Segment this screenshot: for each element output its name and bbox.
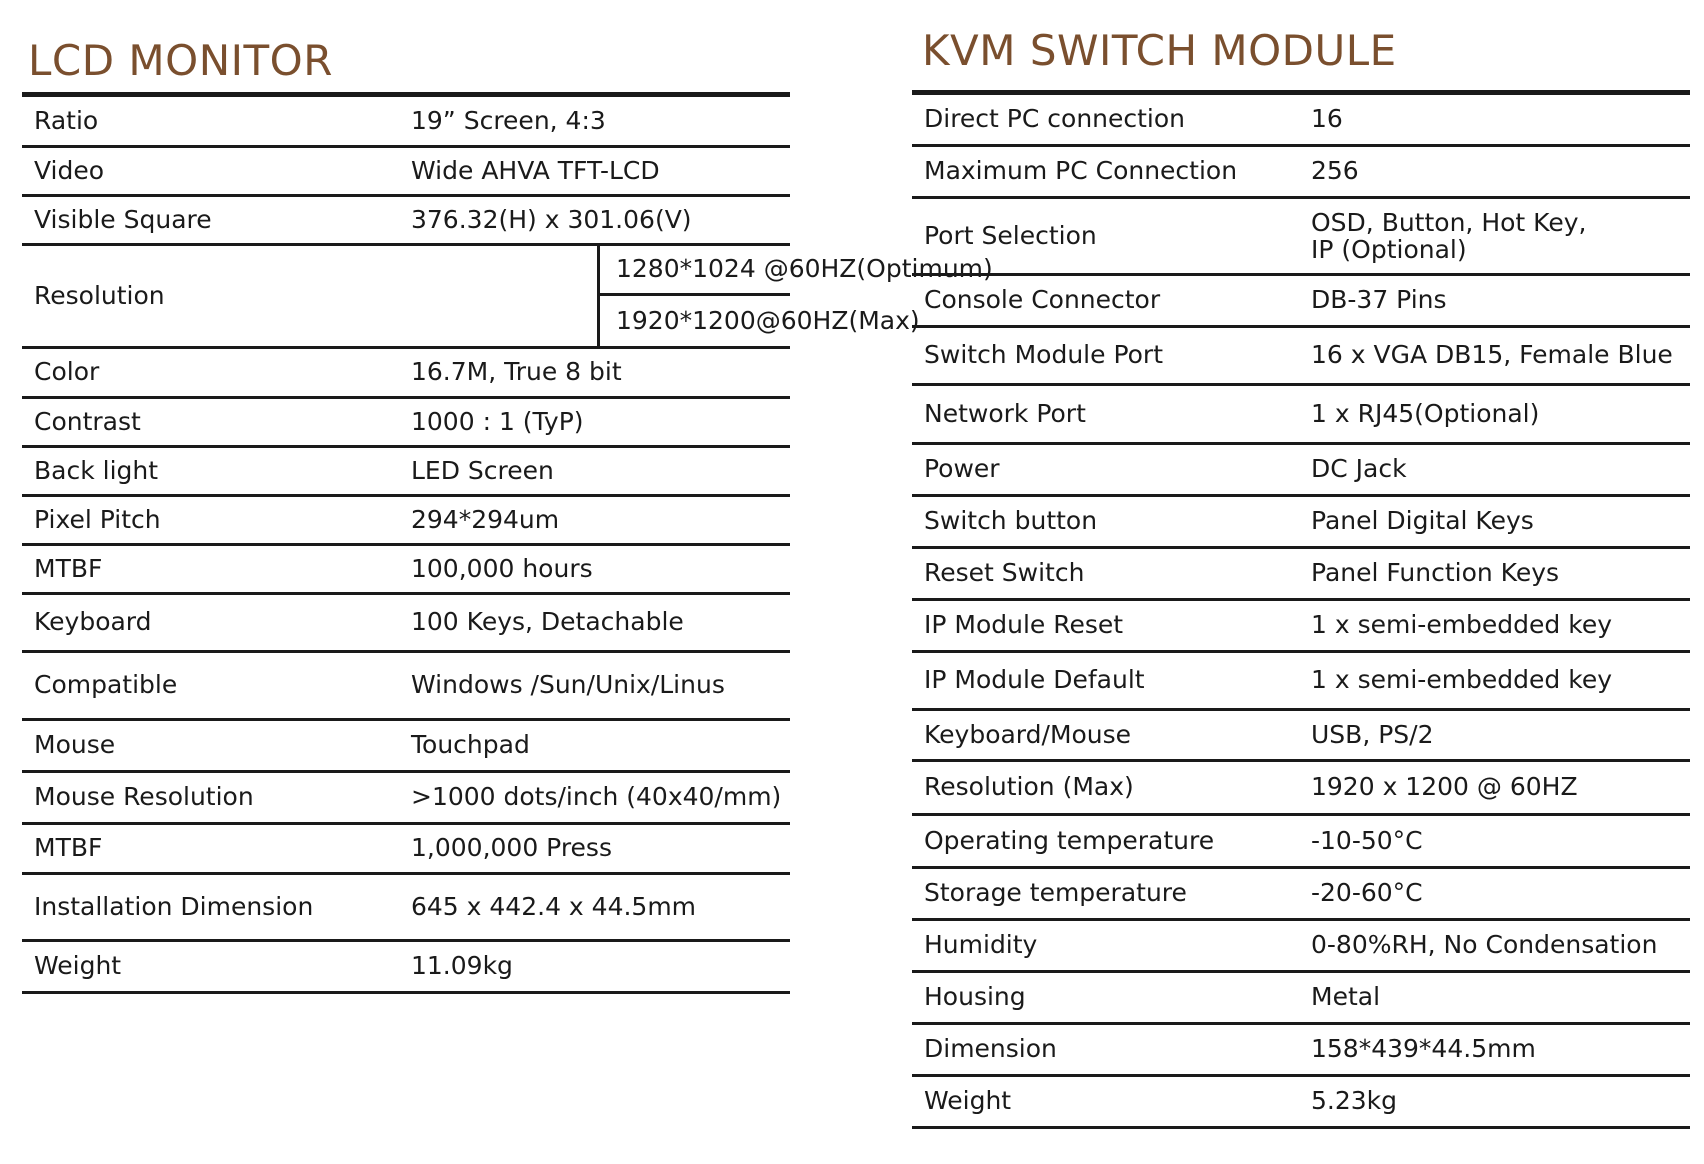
spec-value: 1 x semi-embedded key [1307, 651, 1690, 709]
spec-value: Windows /Sun/Unix/Linus [407, 651, 790, 719]
spec-label: Power [912, 443, 1307, 495]
kvm-spec-table [912, 95, 1690, 1129]
spec-row-video [22, 146, 790, 195]
spec-row-switch-button [912, 495, 1690, 547]
spec-row-power [912, 443, 1690, 495]
kvm-switch-module-title: KVM SWITCH MODULE [922, 26, 1397, 75]
spec-value: DB-37 Pins [1307, 274, 1690, 326]
spec-row-operating-temperature [912, 814, 1690, 867]
spec-value: 100,000 hours [407, 544, 790, 593]
spec-value: 0-80%RH, No Condensation [1307, 919, 1690, 971]
spec-value: DC Jack [1307, 443, 1690, 495]
spec-value: 1000 : 1 (TyP) [407, 397, 790, 446]
spec-row-housing [912, 971, 1690, 1023]
spec-row-mouse [22, 719, 790, 771]
spec-value: Panel Function Keys [1307, 547, 1690, 599]
spec-label: Operating temperature [912, 814, 1307, 867]
spec-label: Resolution (Max) [912, 760, 1307, 814]
lcd-monitor-title: LCD MONITOR [28, 36, 333, 85]
kvm-switch-module-section [912, 20, 1690, 1129]
spec-label: Visible Square [22, 195, 407, 244]
resolution-value-max: 1920*1200@60HZ(Max) [599, 294, 791, 347]
spec-value: Metal [1307, 971, 1690, 1023]
spec-row-weight [22, 940, 790, 992]
spec-label: Color [22, 347, 407, 397]
spec-value: 16.7M, True 8 bit [407, 347, 790, 397]
spec-label: Pixel Pitch [22, 495, 407, 544]
spec-value: Panel Digital Keys [1307, 495, 1690, 547]
spec-row-direct-pc-connection [912, 95, 1690, 145]
spec-value: 100 Keys, Detachable [407, 593, 790, 651]
spec-value: 256 [1307, 145, 1690, 197]
spec-label: Maximum PC Connection [912, 145, 1307, 197]
spec-row-mouse-resolution [22, 771, 790, 823]
spec-row-ip-module-default [912, 651, 1690, 709]
port-selection-line-2: IP (Optional) [1311, 234, 1467, 264]
spec-label: Contrast [22, 397, 407, 446]
spec-row-compatible [22, 651, 790, 719]
spec-value: 294*294um [407, 495, 790, 544]
spec-label: Mouse [22, 719, 407, 771]
spec-row-network-port [912, 384, 1690, 443]
resolution-divider [407, 244, 599, 347]
resolution-value-optimum: 1280*1024 @60HZ(Optimum) [599, 244, 791, 294]
spec-row-keyboard-mouse [912, 709, 1690, 760]
spec-value: Touchpad [407, 719, 790, 771]
spec-row-humidity [912, 919, 1690, 971]
spec-label: Housing [912, 971, 1307, 1023]
spec-row-keyboard [22, 593, 790, 651]
spec-row-mtbf [22, 544, 790, 593]
spec-row-ip-module-reset [912, 599, 1690, 651]
spec-value: 645 x 442.4 x 44.5mm [407, 873, 790, 940]
spec-value: -20-60°C [1307, 867, 1690, 919]
spec-label: Dimension [912, 1023, 1307, 1075]
spec-label: Back light [22, 446, 407, 495]
spec-label: Weight [912, 1075, 1307, 1127]
spec-label: Switch button [912, 495, 1307, 547]
spec-value: 11.09kg [407, 940, 790, 992]
spec-label: Keyboard [22, 593, 407, 651]
spec-label: IP Module Reset [912, 599, 1307, 651]
spec-row-dimension [912, 1023, 1690, 1075]
spec-row-reset-switch [912, 547, 1690, 599]
spec-value: 1,000,000 Press [407, 823, 790, 873]
spec-row-weight [912, 1075, 1690, 1127]
spec-label: MTBF [22, 823, 407, 873]
spec-label: Ratio [22, 97, 407, 146]
spec-value: -10-50°C [1307, 814, 1690, 867]
spec-row-color [22, 347, 790, 397]
spec-value [1307, 197, 1690, 274]
spec-label: Port Selection [912, 197, 1307, 274]
spec-row-pixel-pitch [22, 495, 790, 544]
spec-value: USB, PS/2 [1307, 709, 1690, 760]
spec-value: 19” Screen, 4:3 [407, 97, 790, 146]
spec-value: 16 x VGA DB15, Female Blue [1307, 326, 1690, 384]
spec-value: 158*439*44.5mm [1307, 1023, 1690, 1075]
spec-row-mtbf-press [22, 823, 790, 873]
spec-value: >1000 dots/inch (40x40/mm) [407, 771, 790, 823]
spec-value: 1 x semi-embedded key [1307, 599, 1690, 651]
spec-label: Resolution [22, 244, 407, 347]
spec-value: 16 [1307, 95, 1690, 145]
spec-row-contrast [22, 397, 790, 446]
spec-row-maximum-pc-connection [912, 145, 1690, 197]
spec-label: MTBF [22, 544, 407, 593]
spec-row-ratio [22, 97, 790, 146]
port-selection-line-1: OSD, Button, Hot Key, [1311, 207, 1587, 237]
spec-label: Switch Module Port [912, 326, 1307, 384]
spec-label: Installation Dimension [22, 873, 407, 940]
spec-row-storage-temperature [912, 867, 1690, 919]
spec-label: Network Port [912, 384, 1307, 443]
spec-label: Humidity [912, 919, 1307, 971]
spec-label: Mouse Resolution [22, 771, 407, 823]
spec-label: Compatible [22, 651, 407, 719]
spec-label: Storage temperature [912, 867, 1307, 919]
spec-value: 1 x RJ45(Optional) [1307, 384, 1690, 443]
spec-row-resolution-max [912, 760, 1690, 814]
spec-label: Weight [22, 940, 407, 992]
spec-label: Reset Switch [912, 547, 1307, 599]
spec-value: 1920 x 1200 @ 60HZ [1307, 760, 1690, 814]
spec-row-visible-square [22, 195, 790, 244]
spec-value: Wide AHVA TFT-LCD [407, 146, 790, 195]
spec-label: Keyboard/Mouse [912, 709, 1307, 760]
spec-row-port-selection [912, 197, 1690, 274]
spec-label: Direct PC connection [912, 95, 1307, 145]
spec-row-back-light [22, 446, 790, 495]
spec-value: 376.32(H) x 301.06(V) [407, 195, 790, 244]
spec-value: LED Screen [407, 446, 790, 495]
spec-label: IP Module Default [912, 651, 1307, 709]
spec-value: 5.23kg [1307, 1075, 1690, 1127]
spec-row-installation-dimension [22, 873, 790, 940]
spec-label: Video [22, 146, 407, 195]
spec-label: Console Connector [912, 274, 1307, 326]
spec-row-console-connector [912, 274, 1690, 326]
spec-row-switch-module-port [912, 326, 1690, 384]
spec-row-resolution [22, 244, 790, 294]
